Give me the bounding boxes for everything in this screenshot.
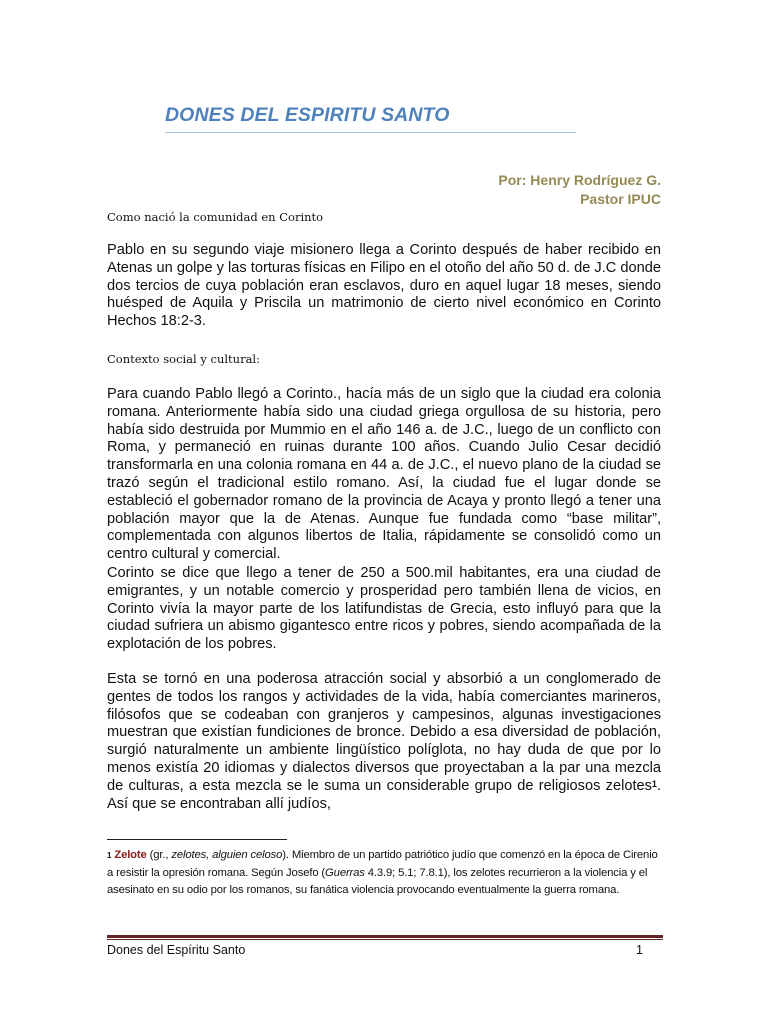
author-block — [498, 171, 661, 209]
footnote — [107, 847, 661, 900]
page-number: 1 — [636, 943, 643, 957]
section-heading-context: Contexto social y cultural: — [107, 352, 260, 366]
paragraph-context-3 — [107, 671, 661, 813]
footer-title: Dones del Espíritu Santo — [107, 943, 246, 957]
author-name: Por: Henry Rodríguez G. — [498, 172, 661, 188]
author-role: Pastor IPUC — [580, 191, 661, 207]
footer-rule-thick — [107, 935, 663, 938]
footnote-separator — [107, 839, 287, 840]
footnote-term: Zelote — [114, 849, 147, 861]
footnote-reference[interactable]: 1 — [651, 778, 657, 789]
footnote-text-italic2: Guerras — [325, 866, 365, 879]
paragraph-origin: Pablo en su segundo viaje misionero llega a Corinto después de haber recibido en Atenas un golpe y las torturas físicas en Filipo en el otoño del año 50 d. de J.C donde dos tercios de cuya población eran esclavos, duro en aquel lugar 18 meses, siendo huésped de Aquila y Priscila un matrimonio de cierto nivel económico en Corinto Hechos 18:2-3. — [107, 242, 661, 330]
paragraph-context-3-end: . Así que se encontraban allí judíos, — [107, 777, 661, 812]
footnote-text-b: ). Miembro de un partido patriótico judío que comenzó en la época de Cirenio a resistir la opresión romana. Según Josefo ( — [107, 849, 658, 879]
document-title: DONES DEL ESPIRITU SANTO — [165, 104, 450, 126]
footnote-number: 1 — [107, 851, 112, 860]
paragraph-context-3-text: Esta se tornó en una poderosa atracción social y absorbió a un conglomerado de gentes de todos los rangos y actividades de la vida, había comerciantes marineros, filósofos que se codeaban con granjeros y campesinos, algunas investigaciones muestran que existían fundiciones de bronce. Debido a esa diversidad de población, surgió naturalmente un ambiente lingüístico políglota, no hay duda de que por lo menos existía 20 idiomas y dialectos diversos que proyectaban a la par una mezcla de culturas, a esta mezcla se le suma un considerable grupo de religiosos zelotes — [107, 671, 661, 794]
footer-rule-thin — [107, 939, 663, 940]
footnote-text-italic: zelotes, alguien celoso — [171, 849, 283, 861]
section-heading-origin: Como nació la comunidad en Corinto — [107, 210, 324, 224]
title-underline — [165, 132, 576, 133]
footnote-text-a: (gr., — [146, 849, 172, 861]
footnote-text-c: 4.3.9; 5.1; 7.8.1), los zelotes recurrieron a la violencia y el asesinato en su odio por los romanos, su fanática violencia provocando eventualmente la guerra romana. — [107, 866, 648, 897]
paragraph-context-2: Corinto se dice que llego a tener de 250 a 500.mil habitantes, era una ciudad de emigrantes, y un notable comercio y prosperidad pero también llena de vicios, en Corinto vivía la mayor parte de los latifundistas de Grecia, esto influyó para que la ciudad sufriera un abismo gigantesco entre ricos y pobres, siendo acompañada de la explotación de los pobres. — [107, 565, 661, 653]
paragraph-context-1: Para cuando Pablo llegó a Corinto., hacía más de un siglo que la ciudad era colonia romana. Anteriormente había sido una ciudad griega orgullosa de su historia, pero había sido destruida por Mummio en el año 146 a. de J.C., luego de un conflicto con Roma, y permaneció en ruinas durante 100 años. Cuando Julio Cesar decidió transformarla en una colonia romana en 44 a. de J.C., el nuevo plano de la ciudad se trazó según el tradicional estilo romano. Así, la ciudad fue el lugar donde se estableció el gobernador romano de la provincia de Acaya y pronto llegó a tener una población mayor que la de Atenas. Aunque fue fundada como “base militar”, complementada con algunos libertos de Italia, rápidamente se consolidó como un centro cultural y comercial. — [107, 386, 661, 563]
